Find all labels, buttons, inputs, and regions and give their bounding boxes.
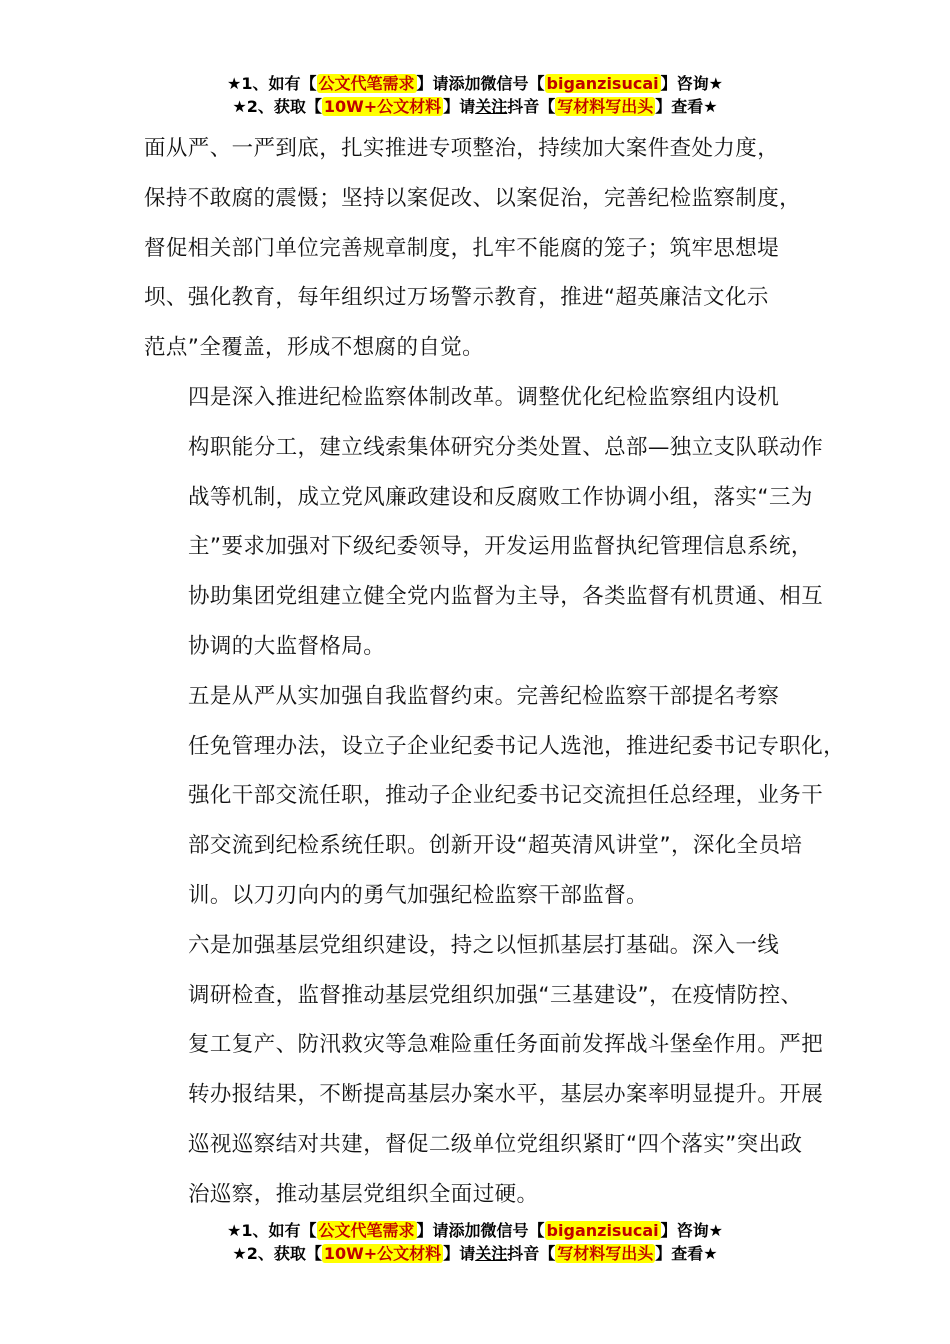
banner-text: ★2、获取【 <box>232 1244 322 1263</box>
banner-text: 抖音【 <box>507 1244 556 1263</box>
banner-text: 】咨询★ <box>660 74 723 93</box>
banner-text: 】请 <box>443 97 476 116</box>
banner-highlight: 公文代笔需求 <box>318 1221 415 1240</box>
banner-highlight: 10W+公文材料 <box>323 97 442 116</box>
paragraph-line: 五是从严从实加强自我监督约束。完善纪检监察干部提名考察 <box>188 683 780 709</box>
paragraph-line: 四是深入推进纪检监察体制改革。调整优化纪检监察组内设机 <box>188 384 780 410</box>
paragraph <box>144 373 834 672</box>
banner-highlight: biganzisucai <box>546 1221 659 1240</box>
banner-highlight: 写材料写出头 <box>557 97 654 116</box>
banner-text: ★1、如有【 <box>227 1221 317 1240</box>
paragraph-line: 主”要求加强对下级纪委领导，开发运用监督执纪管理信息系统， <box>188 534 813 560</box>
paragraph-line: 构职能分工，建立线索集体研究分类处置、总部—独立支队联动作 <box>188 434 824 460</box>
paragraph-line: 战等机制，成立党风廉政建设和反腐败工作协调小组，落实“三为 <box>188 484 813 510</box>
banner-line-2 <box>0 95 950 118</box>
banner-highlight: 10W+公文材料 <box>323 1244 442 1263</box>
document-body <box>144 124 846 1220</box>
paragraph-line: 保持不敢腐的震慑；坚持以案促改、以案促治，完善纪检监察制度， <box>144 185 802 211</box>
paragraph-line: 调研检查，监督推动基层党组织加强“三基建设”，在疫情防控、 <box>188 982 803 1008</box>
banner-text: 】请 <box>443 1244 476 1263</box>
paragraph-line: 六是加强基层党组织建设，持之以恒抓基层打基础。深入一线 <box>188 932 780 958</box>
banner-text: ★2、获取【 <box>232 97 322 116</box>
banner-text: 】咨询★ <box>660 1221 723 1240</box>
paragraph-line: 坝、强化教育，每年组织过万场警示教育，推进“超英廉洁文化示 <box>144 285 769 311</box>
paragraph-line: 面从严、一严到底，扎实推进专项整治，持续加大案件查处力度， <box>144 136 780 161</box>
banner-text: 】请添加微信号【 <box>416 74 545 93</box>
paragraph-line: 协调的大监督格局。 <box>188 633 386 659</box>
banner-highlight: 写材料写出头 <box>557 1244 654 1263</box>
banner-highlight: 公文代笔需求 <box>318 74 415 93</box>
paragraph-line: 复工复产、防汛救灾等急难险重任务面前发挥战斗堡垒作用。严把 <box>188 1032 824 1058</box>
paragraph-line: 训。以刀刃向内的勇气加强纪检监察干部监督。 <box>188 882 648 908</box>
footer-banner <box>0 1219 950 1265</box>
header-banner <box>0 72 950 118</box>
paragraph-line: 转办报结果，不断提高基层办案水平，基层办案率明显提升。开展 <box>188 1082 824 1108</box>
paragraph-line: 督促相关部门单位完善规章制度，扎牢不能腐的笼子；筑牢思想堤 <box>144 235 780 261</box>
paragraph-line: 巡视巡察结对共建，督促二级单位党组织紧盯“四个落实”突出政 <box>188 1131 803 1157</box>
banner-underlined-text: 关注 <box>475 1244 508 1263</box>
banner-text: 抖音【 <box>507 97 556 116</box>
paragraph <box>144 921 834 1220</box>
banner-text: 】查看★ <box>655 97 718 116</box>
paragraph <box>144 672 846 921</box>
paragraph-line: 协助集团党组建立健全党内监督为主导，各类监督有机贯通、相互 <box>188 584 824 610</box>
banner-line-2 <box>0 1242 950 1265</box>
paragraph-line: 治巡察，推动基层党组织全面过硬。 <box>188 1181 539 1207</box>
paragraph <box>144 124 834 373</box>
banner-text: ★1、如有【 <box>227 74 317 93</box>
paragraph-line: 范点”全覆盖，形成不想腐的自觉。 <box>144 335 485 361</box>
banner-underlined-text: 关注 <box>475 97 508 116</box>
banner-highlight: biganzisucai <box>546 74 659 93</box>
banner-text: 】请添加微信号【 <box>416 1221 545 1240</box>
paragraph-line: 任免管理办法，设立子企业纪委书记人选池，推进纪委书记专职化， <box>188 733 846 759</box>
banner-text: 】查看★ <box>655 1244 718 1263</box>
banner-line-1 <box>0 72 950 95</box>
paragraph-line: 强化干部交流任职，推动子企业纪委书记交流担任总经理，业务干 <box>188 783 824 809</box>
banner-line-1 <box>0 1219 950 1242</box>
paragraph-line: 部交流到纪检系统任职。创新开设“超英清风讲堂”，深化全员培 <box>188 833 803 859</box>
